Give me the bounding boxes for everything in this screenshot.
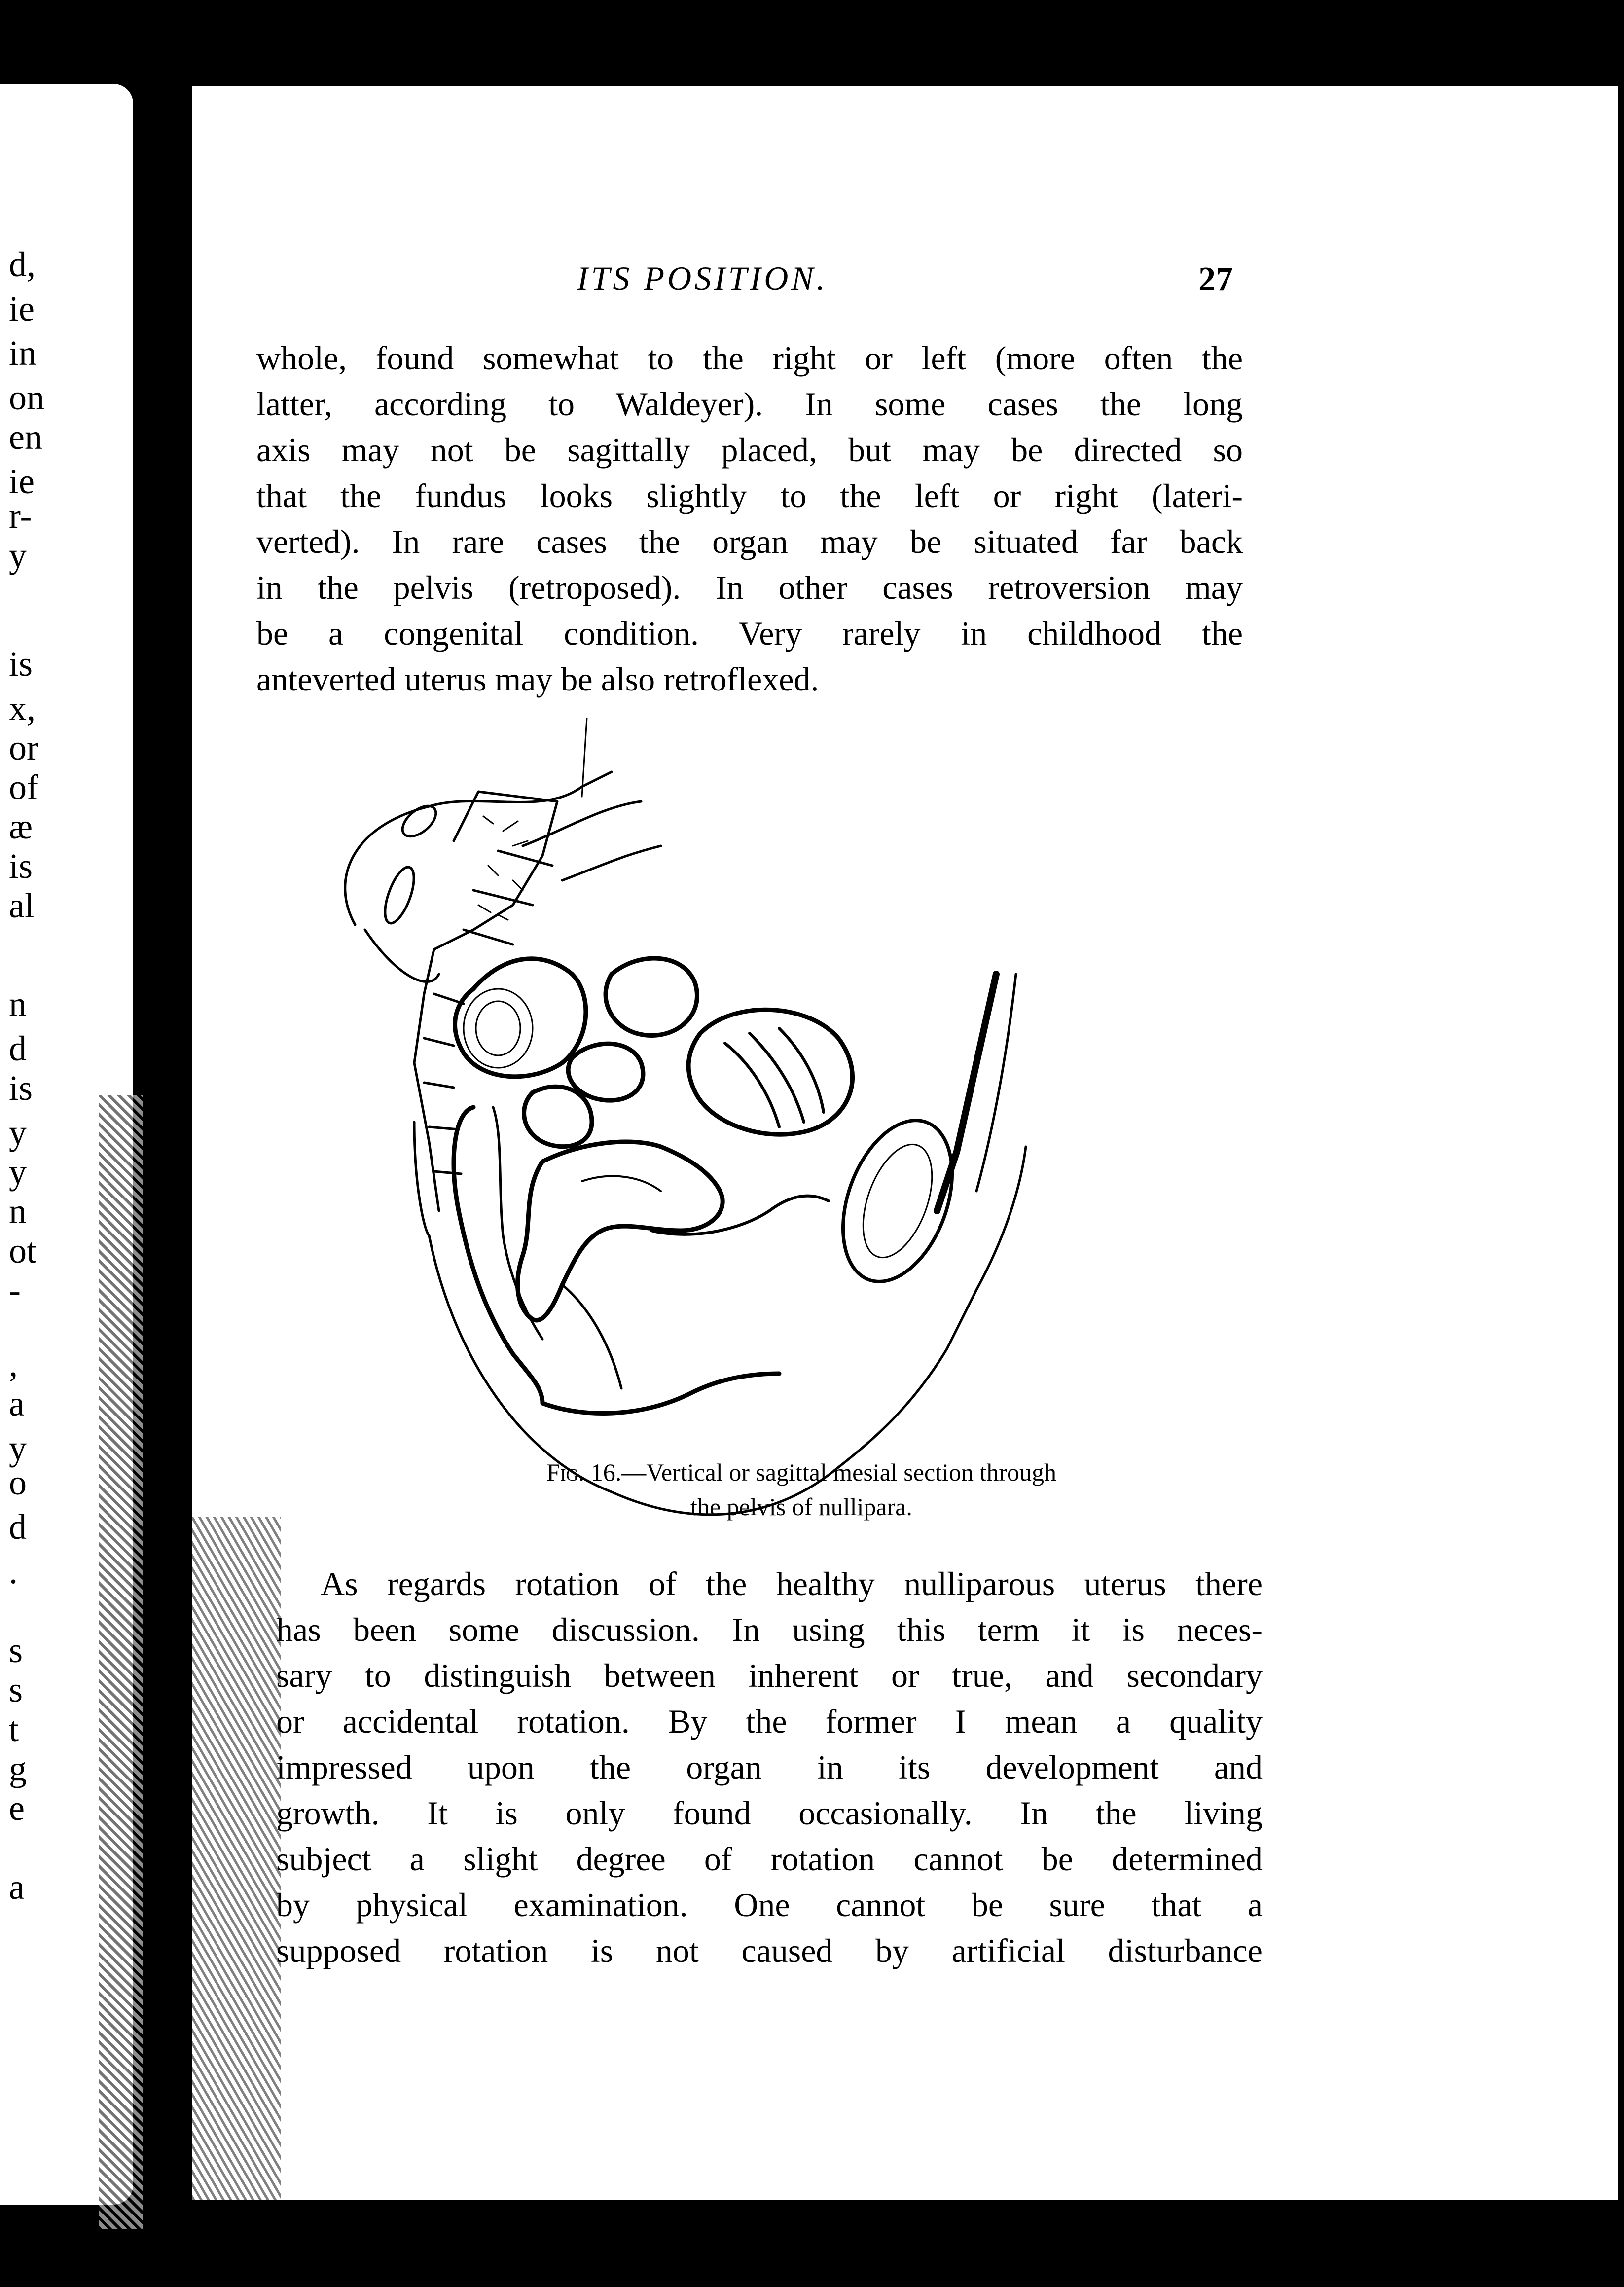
paragraph-2 (276, 1561, 1263, 1974)
left-page-fragment: y (9, 1428, 27, 1468)
left-facing-page (0, 84, 133, 2205)
page-number: 27 (1198, 260, 1233, 298)
left-page-fragment: g (9, 1749, 27, 1788)
left-page-fragment: d, (9, 245, 36, 284)
left-page-fragment: is (9, 846, 33, 886)
paragraph-line: supposed rotation is not caused by artificial disturbance (276, 1932, 1263, 1969)
left-page-fragment: s (9, 1670, 23, 1709)
left-page-fragment: d (9, 1029, 27, 1068)
left-page-fragment: y (9, 536, 27, 575)
left-page-fragment: æ (9, 807, 33, 846)
left-page-text-fragments (0, 84, 99, 2205)
left-page-fragment: ie (9, 289, 35, 328)
left-page-fragment: . (9, 1552, 18, 1591)
caption-text-1: —Vertical or sagittal mesial section through (621, 1458, 1056, 1486)
paragraph-line: or accidental rotation. By the former I mean a quality (276, 1703, 1263, 1740)
book-page (192, 86, 1618, 2200)
left-page-fragment: in (9, 333, 37, 373)
figure-label: Fig. 16. (546, 1458, 622, 1486)
paragraph-line: sary to distinguish between inherent or true, and secondary (276, 1657, 1263, 1694)
left-page-fragment: al (9, 886, 35, 925)
paragraph-line: that the fundus looks slightly to the left or right (lateri- (256, 477, 1243, 514)
paragraph-line: axis may not be sagittally placed, but may be directed so (256, 431, 1243, 469)
caption-line-2: the pelvis of nullipara. (690, 1493, 912, 1521)
paragraph-line: growth. It is only found occasionally. In the living (276, 1794, 1263, 1832)
figure-caption (419, 1455, 1184, 1524)
gutter-shadow (99, 1095, 143, 2229)
left-page-fragment: - (9, 1271, 21, 1310)
caption-line-1 (419, 1455, 1184, 1489)
left-page-fragment: ot (9, 1231, 37, 1271)
left-page-fragment: a (9, 1384, 25, 1423)
pelvis-section-illustration (266, 718, 1253, 1556)
left-page-fragment: y (9, 1152, 27, 1192)
left-page-fragment: s (9, 1631, 23, 1670)
paragraph-line: has been some discussion. In using this term it is neces- (276, 1611, 1263, 1648)
paragraph-line: As regards rotation of the healthy nulliparous uterus there (321, 1565, 1263, 1602)
paragraph-line: anteverted uterus may be also retroflexed. (256, 660, 819, 698)
paragraph-1 (256, 335, 1243, 702)
paragraph-line: in the pelvis (retroposed). In other cases retroversion may (256, 569, 1243, 606)
left-page-fragment: e (9, 1788, 25, 1828)
left-page-fragment: d (9, 1507, 27, 1547)
left-page-fragment: n (9, 984, 27, 1024)
left-page-fragment: or (9, 728, 38, 767)
left-page-fragment: r- (9, 496, 32, 536)
left-page-fragment: o (9, 1463, 27, 1502)
left-page-fragment: en (9, 417, 42, 457)
paragraph-line: impressed upon the organ in its development and (276, 1748, 1263, 1786)
left-page-fragment: x, (9, 689, 36, 728)
paragraph-line: verted). In rare cases the organ may be situated far back (256, 523, 1243, 560)
page-edge-shadow (192, 1517, 281, 2200)
left-page-fragment: ie (9, 462, 35, 501)
left-page-fragment: n (9, 1192, 27, 1231)
left-page-fragment: , (9, 1344, 18, 1384)
running-head: ITS POSITION. (577, 259, 828, 297)
left-page-fragment: y (9, 1113, 27, 1152)
paragraph-line: whole, found somewhat to the right or left (more often the (256, 339, 1243, 377)
paragraph-line: be a congenital condition. Very rarely in childhood the (256, 615, 1243, 652)
left-page-fragment: is (9, 644, 33, 684)
anatomical-figure (266, 718, 1253, 1556)
paragraph-line: subject a slight degree of rotation cannot be determined (276, 1840, 1263, 1878)
left-page-fragment: of (9, 767, 38, 807)
left-page-fragment: t (9, 1709, 19, 1749)
paragraph-line: latter, according to Waldeyer). In some cases the long (256, 385, 1243, 423)
paragraph-line: by physical examination. One cannot be sure that a (276, 1886, 1263, 1924)
left-page-fragment: is (9, 1068, 33, 1108)
left-page-fragment: a (9, 1867, 25, 1907)
left-page-fragment: on (9, 378, 44, 417)
